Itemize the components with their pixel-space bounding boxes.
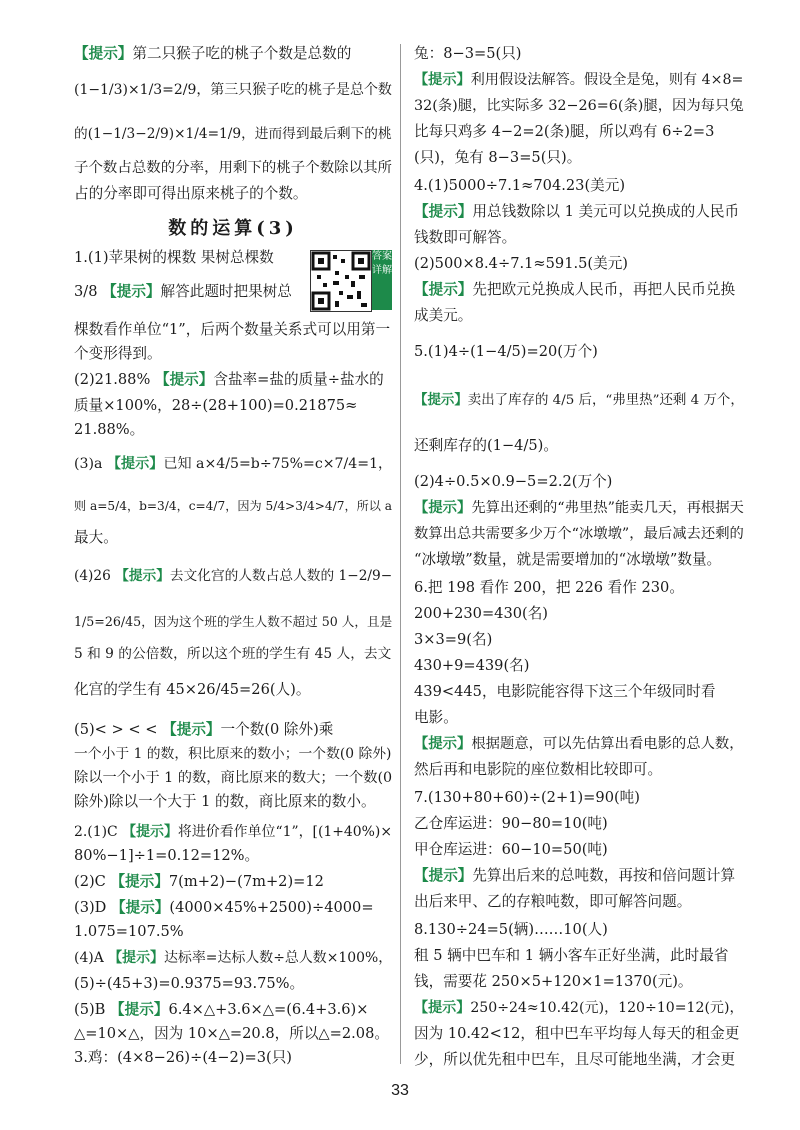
text-line: “冰墩墩”数量，就是需要增加的“冰墩墩”数量。 [414,551,722,568]
text-line: (4)A 【提示】达标率=达标人数÷总人数×100%， [74,950,393,966]
column-divider [400,44,401,1064]
text-line: 21.88%。 [74,421,145,438]
qr-code-icon[interactable] [310,250,372,312]
text-line: 成美元。 [414,307,473,324]
text-line: (只)，兔有 8−3=5(只)。 [414,149,582,166]
text-line: 80%−1]÷1=0.12=12%。 [74,847,260,864]
hint-marker: 【提示】 [74,45,133,62]
text-line: 化宫的学生有 45×26/45=26(人)。 [74,681,311,698]
text-line: 7.(130+80+60)÷(2+1)=90(吨) [414,789,640,806]
hint-marker: 【提示】 [414,72,471,88]
hint-marker: 【提示】 [154,371,214,388]
text-line: 439<445，电影院能容得下这三个年级同时看 [414,683,716,700]
hint-marker: 【提示】 [110,873,169,890]
text-line: 【提示】根据题意，可以先估算出看电影的总人数， [414,736,744,752]
text-line: 【提示】卖出了库存的 4/5 后，“弗里热”还剩 4 万个， [414,392,744,408]
hint-marker: 【提示】 [414,203,473,220]
text-line: 因为 10.42<12，租中巴车平均每人每天的租金更 [414,1025,740,1042]
hint-marker: 【提示】 [106,456,164,472]
text-line: 除外)除以一个大于 1 的数，商比原来的数小。 [74,793,376,810]
text-line: (2)500×8.4÷7.1≈591.5(美元) [414,255,628,272]
hint-marker: 【提示】 [102,283,161,300]
text-line: 【提示】用总钱数除以 1 美元可以兑换成的人民币 [414,203,740,220]
text-line: (2)21.88% 【提示】含盐率=盐的质量÷盐水的 [74,371,384,388]
text-line: 少，所以优先租中巴车，且尽可能地坐满，才会更 [414,1051,736,1068]
text-line: 则 a=5/4，b=3/4，c=4/7，因为 5/4>3/4>4/7，所以 a [74,499,392,513]
text-line: 出后来甲、乙的存粮吨数，即可解答问题。 [414,893,692,910]
hint-marker: 【提示】 [122,824,178,840]
text-line: 个变形得到。 [74,345,162,362]
text-line: 最大。 [74,529,118,546]
text-line: (2)4÷0.5×0.9−5=2.2(万个) [414,473,613,490]
hint-marker: 【提示】 [414,392,468,408]
text-line: 【提示】先把欧元兑换成人民币，再把人民币兑换 [414,281,736,298]
hint-marker: 【提示】 [115,568,170,584]
text-line: 8.130÷24=5(辆)……10(人) [414,921,608,938]
text-line: △=10×△，因为 10×△=20.8，所以△=2.08。 [74,1025,389,1042]
text-line: 棵数看作单位“1”，后两个数量关系式可以用第一 [74,321,391,338]
text-line: 钱数即可解答。 [414,229,517,246]
page-number: 33 [391,1082,409,1099]
hint-marker: 【提示】 [414,500,472,516]
text-line: 比每只鸡多 4−2=2(条)腿，所以鸡有 6÷2=3 [414,123,715,140]
text-line: (4)26 【提示】去文化宫的人数占总人数的 1−2/9− [74,568,393,584]
text-line: (5)< > < < 【提示】一个数(0 除外)乘 [74,721,334,738]
text-line: 甲仓库运进：60−10=50(吨) [414,841,608,858]
hint-marker: 【提示】 [162,721,221,738]
text-line: 数算出总共需要多少万个“冰墩墩”，最后减去还剩的 [414,526,744,542]
text-line: 子个数占总数的分率，用剩下的桃子个数除以其所 [74,160,392,176]
text-line: (1−1/3)×1/3=2/9，第三只猴子吃的桃子是总个数 [74,82,392,98]
text-line: 【提示】250÷24≈10.42(元)，120÷10=12(元)， [414,1000,744,1016]
text-line: 质量×100%，28÷(28+100)=0.21875≈ [74,397,358,414]
text-line: 3.鸡：(4×8−26)÷(4−2)=3(只) [74,1049,293,1066]
text-line: (5)B 【提示】6.4×△+3.6×△=(6.4+3.6)× [74,1001,369,1018]
text-line: (3)D 【提示】(4000×45%+2500)÷4000= [74,899,374,916]
text-line: 电影。 [414,709,458,726]
text-line: 钱，需要花 250×5+120×1=1370(元)。 [414,973,693,990]
hint-marker: 【提示】 [414,867,473,884]
text-line: 3/8 【提示】解答此题时把果树总 [74,283,292,300]
text-line: 然后再和电影院的座位数相比较即可。 [414,761,663,778]
text-line: 200+230=430(名) [414,605,549,622]
text-line: 6.把 198 看作 200，把 226 看作 230。 [414,579,684,596]
text-line: 【提示】先算出还剩的“弗里热”能卖几天，再根据天 [414,500,744,516]
text-line: 【提示】先算出后来的总吨数，再按和倍问题计算 [414,867,736,884]
text-line: 兔：8−3=5(只) [414,45,522,62]
text-line: 1.075=107.5% [74,923,184,940]
section-title: 数的运算(3) [168,218,298,239]
text-line: 占的分率即可得出原来桃子的个数。 [74,185,308,202]
hint-marker: 【提示】 [111,899,170,916]
text-line: 4.(1)5000÷7.1≈704.23(美元) [414,177,626,194]
text-line: 32(条)腿，比实际多 32−26=6(条)腿，因为每只兔 [414,98,744,114]
text-line: 5 和 9 的公倍数，所以这个班的学生有 45 人，去文 [74,646,392,662]
text-line: 430+9=439(名) [414,657,530,674]
text-line: 3×3=9(名) [414,631,493,648]
qr-label: 答案详解 [372,250,392,310]
text-line: (5)÷(45+3)=0.9375=93.75%。 [74,975,305,992]
hint-marker: 【提示】 [110,1001,169,1018]
text-line: 还剩库存的(1−4/5)。 [414,437,558,454]
hint-marker: 【提示】 [108,950,164,966]
text-line: 【提示】第二只猴子吃的桃子个数是总数的 [74,45,352,62]
text-line: (3)a 【提示】已知 a×4/5=b÷75%=c×7/4=1， [74,456,393,472]
text-line: 乙仓库运进：90−80=10(吨) [414,815,608,832]
hint-marker: 【提示】 [414,736,472,752]
text-line: 2.(1)C 【提示】将进价看作单位“1”，[(1+40%)× [74,824,393,840]
hint-marker: 【提示】 [414,281,473,298]
text-line: 除以一个小于 1 的数，商比原来的数大；一个数(0 [74,770,393,786]
text-line: 的(1−1/3−2/9)×1/4=1/9，进而得到最后剩下的桃 [74,126,392,142]
hint-marker: 【提示】 [414,1000,471,1016]
text-line: (2)C 【提示】7(m+2)−(7m+2)=12 [74,873,324,890]
text-line: 1.(1)苹果树的棵数 果树总棵数 [74,249,274,266]
text-line: 租 5 辆中巴车和 1 辆小客车正好坐满，此时最省 [414,947,729,964]
text-line: 【提示】利用假设法解答。假设全是兔，则有 4×8= [414,72,744,88]
text-line: 1/5=26/45，因为这个班的学生人数不超过 50 人，且是 [74,614,393,629]
text-line: 一个小于 1 的数，积比原来的数小；一个数(0 除外) [74,746,392,762]
text-line: 5.(1)4÷(1−4/5)=20(万个) [414,343,598,360]
